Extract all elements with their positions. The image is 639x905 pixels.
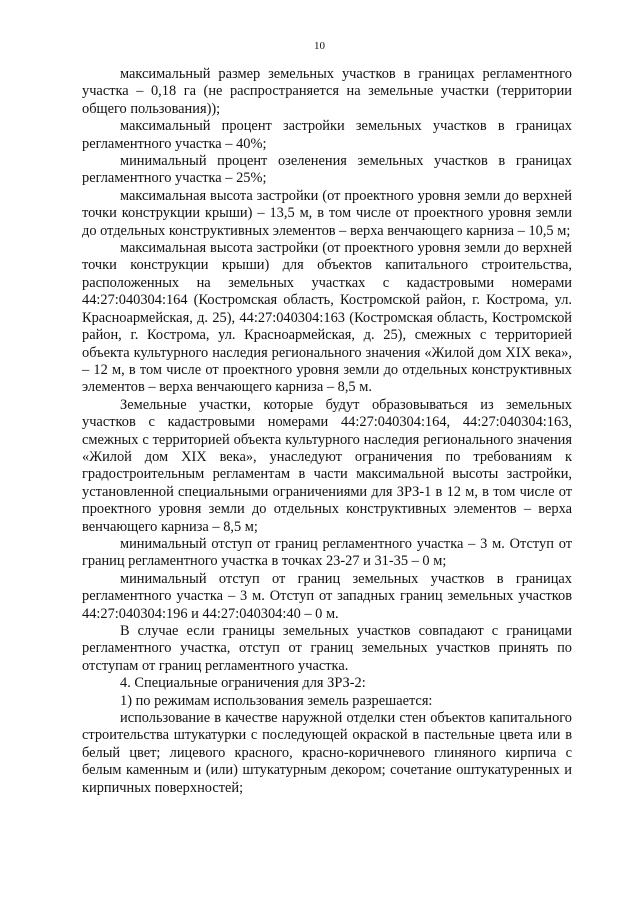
subsection-land-use-allowed: 1) по режимам использования земель разрешается: xyxy=(120,692,433,709)
paragraph-max-build-percent: максимальный процент застройки земельных участков в границах регламентного участка – 40%; xyxy=(82,118,572,152)
document-body xyxy=(82,66,572,797)
section-heading-zrz2: 4. Специальные ограничения для ЗРЗ-2: xyxy=(120,675,366,692)
paragraph-min-greening-percent: минимальный процент озеленения земельных участков в границах регламентного участка – 25%; xyxy=(82,153,572,187)
paragraph-max-height-cadastral: максимальная высота застройки (от проектного уровня земли до верхней точки конструкции крыши) для объектов капитального строительства, расположенных на земельных участках с кадастровыми номерами 44:27:040304:164 (Костромская область, Костромской район, г. Кострома, ул. Красноармейская, д. 25), 44:27:040304:163 (Костромская область, Костромской район, г. Кострома, ул. Красноармейская, д. 25), смежных с территорией объекта культурного наследия регионального значения «Жилой дом XIX века», – 12 м, в том числе от проектного уровня земли до отдельных конструктивных элементов – верха венчающего карниза – 8,5 м. xyxy=(82,240,572,396)
paragraph-max-height: максимальная высота застройки (от проектного уровня земли до верхней точки конструкции крыши) – 13,5 м, в том числе от проектного уровня земли до отдельных конструктивных элементов – верха венчающего карниза – 10,5 м; xyxy=(82,187,572,239)
paragraph-max-plot-size: максимальный размер земельных участков в границах регламентного участка – 0,18 га (не распространяется на земельные участки (территории общего пользования)); xyxy=(82,66,572,117)
paragraph-boundary-match: В случае если границы земельных участков совпадают с границами регламентного участка, отступ от границ земельных участков принять по отступам от границ регламентного участка. xyxy=(82,623,572,674)
page-number: 10 xyxy=(314,40,325,52)
paragraph-inherited-restrictions: Земельные участки, которые будут образовываться из земельных участков с кадастровыми номерами 44:27:040304:164, 44:27:040304:163, смежных с территорией объекта культурного наследия регионального значения «Жилой дом XIX века», унаследуют ограничения по требованиям к градостроительным регламентам в части максимальной высоты застройки, установленной специальными ограничениями для ЗРЗ-1 в 12 м, в том числе от проектного уровня земли до отдельных конструктивных элементов – верха венчающего карниза – 8,5 м; xyxy=(82,396,572,535)
paragraph-min-offset-regulation: минимальный отступ от границ регламентного участка – 3 м. Отступ от границ регламентного участка в точках 23-27 и 31-35 – 0 м; xyxy=(82,535,572,570)
paragraph-min-offset-plots: минимальный отступ от границ земельных участков в границах регламентного участка – 3 м. Отступ от западных границ земельных участков 44:27:040304:196 и 44:27:040304:40 – 0 м. xyxy=(82,570,572,622)
paragraph-facade-finishing: использование в качестве наружной отделки стен объектов капитального строительства штукатурки с последующей окраской в пастельные цвета или в белый цвет; лицевого красного, красно-коричневого глиняного кирпича с белым каменным и (или) штукатурным декором; сочетание оштукатуренных и кирпичных поверхностей; xyxy=(82,710,572,796)
